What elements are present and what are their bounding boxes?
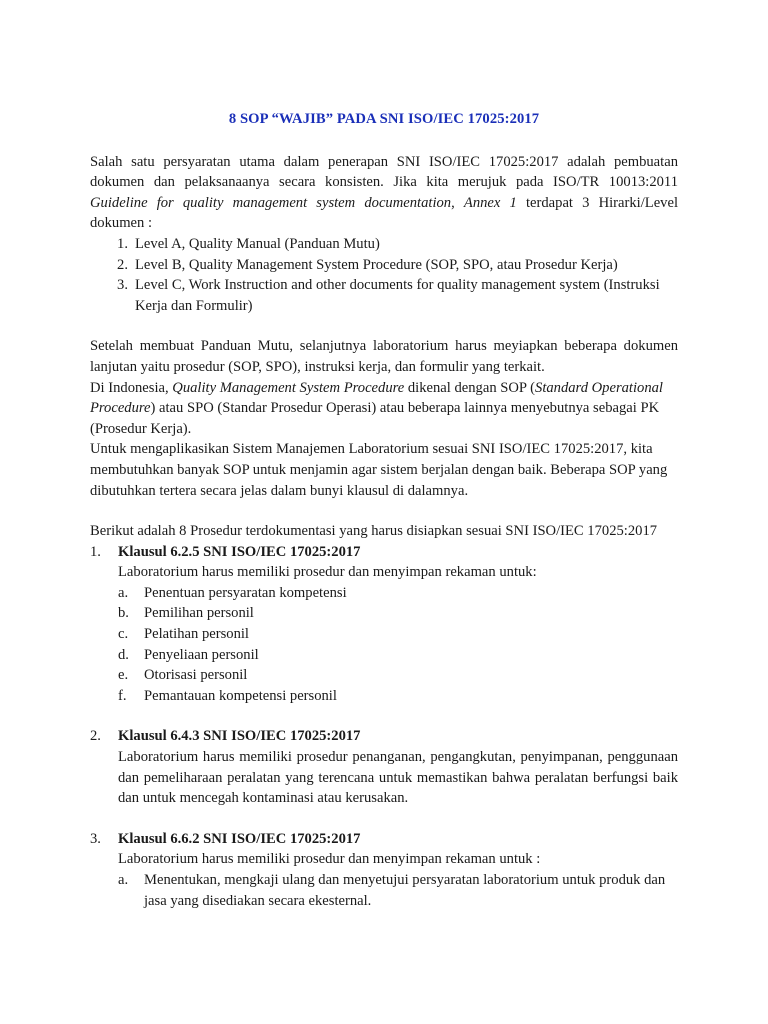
clause-1 [90,542,678,707]
clause-description: Laboratorium harus memiliki prosedur penanganan, pengangkutan, penyimpanan, penggunaan dan pemeliharaan peralatan yang terencana untuk memastikan bahwa peralatan berfungsi baik dan untuk mencegah kontaminasi atau kerusakan. [118,749,678,807]
level-number: 3. [117,277,128,294]
clause-sub-item [118,583,678,604]
level-text: Level B, Quality Management System Procedure (SOP, SPO, atau Prosedur Kerja) [135,256,618,273]
level-number: 2. [117,256,128,273]
document-title: 8 SOP “WAJIB” PADA SNI ISO/IEC 17025:2017 [228,111,540,127]
level-text: Level A, Quality Manual (Panduan Mutu) [135,235,380,252]
clause-number: 1. [90,543,101,560]
clause-title: Klausul 6.6.2 SNI ISO/IEC 17025:2017 [118,830,361,847]
clause-2 [90,726,678,808]
sub-item-letter: e. [118,667,129,684]
intro-paragraph [90,152,678,234]
list-intro: Berikut adalah 8 Prosedur terdokumentasi yang harus disiapkan sesuai SNI ISO/IEC 17025:2017 [90,523,658,540]
para-sop-text-a: Di Indonesia, [90,379,173,396]
sub-item-letter: f. [118,687,127,704]
clause-sub-item [118,870,678,911]
clause-title: Klausul 6.4.3 SNI ISO/IEC 17025:2017 [118,728,361,745]
sub-item-text: Pelatihan personil [144,626,249,643]
sub-item-letter: a. [118,872,129,888]
intro-text-3: terdapat 3 Hirarki/Level dokumen : [90,194,678,232]
level-item [90,275,678,316]
clause-number: 3. [90,830,101,847]
sub-item-letter: d. [118,646,129,663]
sub-item-letter: c. [118,626,129,643]
para-panduan-mutu: Setelah membuat Panduan Mutu, selanjutnya laboratorium harus meyiapkan beberapa dokumen lanjutan yaitu prosedur (SOP, SPO), instruksi kerja, dan formulir yang terkait. [90,338,678,375]
level-item [90,234,678,255]
clause-sub-item [118,686,678,707]
intro-text-1: Salah satu persyaratan utama dalam penerapan SNI ISO/IEC 17025:2017 adalah pembuatan dokumen dan pelaksanaanya secara konsisten. Jika kita merujuk pada ISO/TR 10013:2011 [90,153,678,191]
level-item [90,255,678,276]
sub-item-text: Pemilihan personil [144,605,254,622]
para-sop-text-b: dikenal dengan SOP ( [404,379,536,396]
intro-text-2: , [451,194,464,211]
clause-body [118,829,678,911]
sub-item-text: Menentukan, mengkaji ulang dan menyetujui persyaratan laboratorium untuk produk dan jasa yang disediakan secara ekesternal. [144,872,666,909]
clause-sub-item [118,624,678,645]
clause-description: Laboratorium harus memiliki prosedur dan menyimpan rekaman untuk: [118,564,537,581]
clause-title: Klausul 6.2.5 SNI ISO/IEC 17025:2017 [118,543,361,560]
level-number: 1. [117,235,128,252]
clause-sub-item [118,665,678,686]
intro-guideline-title: Guideline for quality management system documentation [90,194,452,211]
intro-annex: Annex 1 [463,194,517,211]
para-sistem-manajemen: Untuk mengaplikasikan Sistem Manajemen Laboratorium sesuai SNI ISO/IEC 17025:2017, kita membutuhkan banyak SOP untuk menjamin agar sistem berjalan dengan baik. Beberapa SOP yang dibutuhkan tertera secara jelas dalam bunyi klausul di dalamnya. [90,441,668,499]
para-sop-indonesia [90,378,678,440]
level-text: Level C, Work Instruction and other documents for quality management system (Instruksi Kerja dan Formulir) [135,277,660,314]
clause-3 [90,829,678,911]
clause-body [118,726,678,808]
sub-item-text: Penyeliaan personil [144,646,259,663]
clause-number: 2. [90,728,101,745]
para-sop-text-c: ) atau SPO (Standar Prosedur Operasi) atau beberapa lainnya menyebutnya sebagai PK (Prosedur Kerja). [90,400,660,437]
sub-item-letter: a. [118,584,129,601]
clause-description: Laboratorium harus memiliki prosedur dan menyimpan rekaman untuk : [118,851,541,868]
para-sop-italic-a: Quality Management System Procedure [172,379,405,396]
sub-item-text: Otorisasi personil [144,667,248,684]
document-body [90,109,678,911]
clause-sub-item [118,603,678,624]
clause-body [118,542,678,707]
level-list [90,234,678,316]
clause-sub-item [118,645,678,666]
sub-item-text: Penentuan persyaratan kompetensi [144,584,347,601]
sub-item-text: Pemantauan kompetensi personil [144,687,337,704]
para-sop-italic-b: Standard Operational Procedure [90,379,663,417]
sub-item-letter: b. [118,605,129,622]
